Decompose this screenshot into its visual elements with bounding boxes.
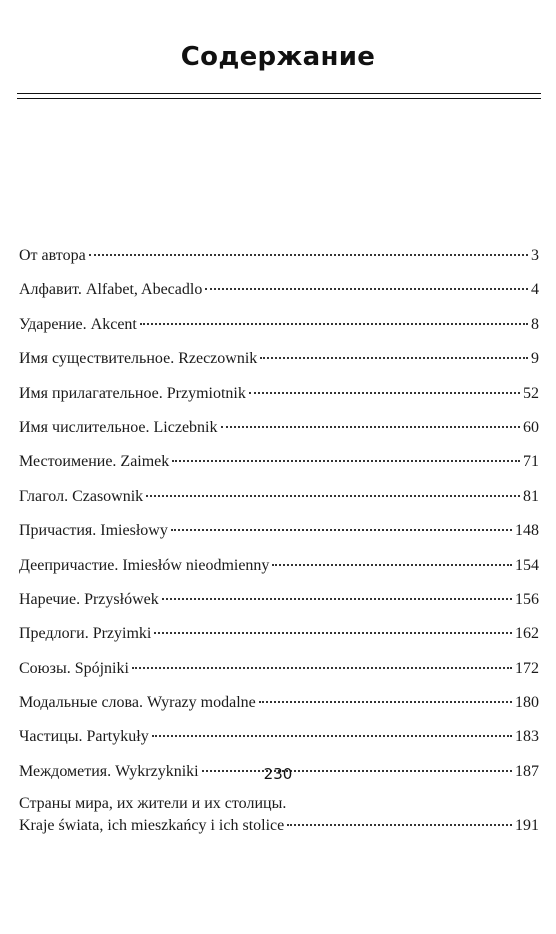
- toc-entry-page: 162: [515, 625, 539, 643]
- toc-leader-dots: [260, 357, 528, 359]
- toc-entry-title: От автора: [19, 247, 86, 264]
- toc-entry-title: Местоимение. Zaimek: [19, 453, 170, 471]
- toc-entry-page: 180: [515, 694, 539, 712]
- toc-entry-title: Алфавит. Alfabet, Abecadlo: [19, 281, 203, 299]
- toc-leader-dots: [249, 392, 520, 394]
- toc-entry[interactable]: [19, 720, 539, 754]
- toc-entry-title: Модальные слова. Wyrazy modalne: [19, 694, 256, 712]
- title-rule-top: [17, 93, 541, 94]
- table-of-contents: [19, 239, 539, 837]
- toc-entry[interactable]: [19, 686, 539, 720]
- toc-leader-dots: [154, 632, 512, 634]
- toc-entry-page: 52: [523, 384, 539, 402]
- toc-entry[interactable]: [19, 652, 539, 686]
- toc-entry[interactable]: [19, 617, 539, 651]
- toc-entry-title: Частицы. Partykuły: [19, 728, 149, 746]
- toc-entry-title: Глагол. Czasownik: [19, 487, 144, 505]
- toc-entry[interactable]: [19, 308, 539, 342]
- toc-entry-multiline[interactable]: [19, 789, 539, 837]
- toc-entry-title: Предлоги. Przyimki: [19, 625, 152, 643]
- toc-leader-dots: [140, 323, 528, 325]
- toc-entry-page: 8: [531, 315, 539, 333]
- toc-entry-title: Имя прилагательное. Przymiotnik: [19, 384, 246, 402]
- toc-entry[interactable]: [19, 445, 539, 479]
- toc-leader-dots: [146, 495, 520, 497]
- toc-leader-dots: [221, 426, 521, 428]
- toc-entry-page: 183: [515, 728, 539, 746]
- toc-entry-title-line2: Kraje świata, ich mieszkańcy i ich stolice: [19, 817, 285, 835]
- toc-entry[interactable]: [19, 514, 539, 548]
- toc-entry-page: 156: [515, 590, 539, 608]
- toc-entry-title-line1: Страны мира, их жители и их столицы.: [19, 795, 287, 813]
- toc-entry[interactable]: [19, 273, 539, 307]
- toc-entry-page: 71: [523, 453, 539, 471]
- toc-entry[interactable]: [19, 583, 539, 617]
- toc-entry-title: Имя числительное. Liczebnik: [19, 418, 218, 436]
- toc-leader-dots: [89, 254, 528, 256]
- toc-entry-page: 187: [515, 762, 539, 780]
- toc-entry-title: Наречие. Przysłówek: [19, 590, 159, 608]
- toc-entry-title: Причастия. Imiesłowy: [19, 522, 168, 540]
- toc-entry[interactable]: [19, 549, 539, 583]
- toc-leader-dots: [171, 529, 512, 531]
- toc-leader-dots: [172, 460, 520, 462]
- toc-leader-dots: [259, 701, 512, 703]
- toc-entry-page: 154: [515, 556, 539, 574]
- toc-entry[interactable]: [19, 342, 539, 376]
- toc-entry-title: Имя существительное. Rzeczownik: [19, 350, 258, 368]
- toc-entry-page: 60: [523, 418, 539, 436]
- toc-entry-title: Деепричастие. Imiesłów nieodmienny: [19, 556, 270, 574]
- toc-entry-page: 9: [531, 350, 539, 368]
- toc-entry-page: 81: [523, 487, 539, 505]
- toc-entry-page: 4: [531, 281, 539, 299]
- toc-entry-title: Союзы. Spójniki: [19, 659, 129, 677]
- toc-entry[interactable]: [19, 411, 539, 445]
- toc-entry-page: 148: [515, 522, 539, 540]
- page-title: Содержание: [180, 42, 376, 72]
- title-rule-bottom: [17, 98, 541, 99]
- toc-leader-dots: [162, 598, 512, 600]
- toc-entry[interactable]: [19, 377, 539, 411]
- toc-entry[interactable]: [19, 480, 539, 514]
- toc-entry[interactable]: [19, 239, 539, 273]
- toc-entry-title: Междометия. Wykrzykniki: [19, 762, 199, 780]
- toc-leader-dots: [272, 564, 512, 566]
- toc-entry-title: Ударение. Akcent: [19, 315, 137, 333]
- toc-entry-page: 3: [531, 247, 539, 264]
- toc-leader-dots: [152, 735, 512, 737]
- toc-entry-page: 191: [515, 817, 539, 835]
- toc-leader-dots: [287, 824, 512, 826]
- toc-leader-dots: [132, 667, 512, 669]
- page-number: 230: [263, 765, 293, 783]
- toc-leader-dots: [205, 288, 528, 290]
- toc-entry-page: 172: [515, 659, 539, 677]
